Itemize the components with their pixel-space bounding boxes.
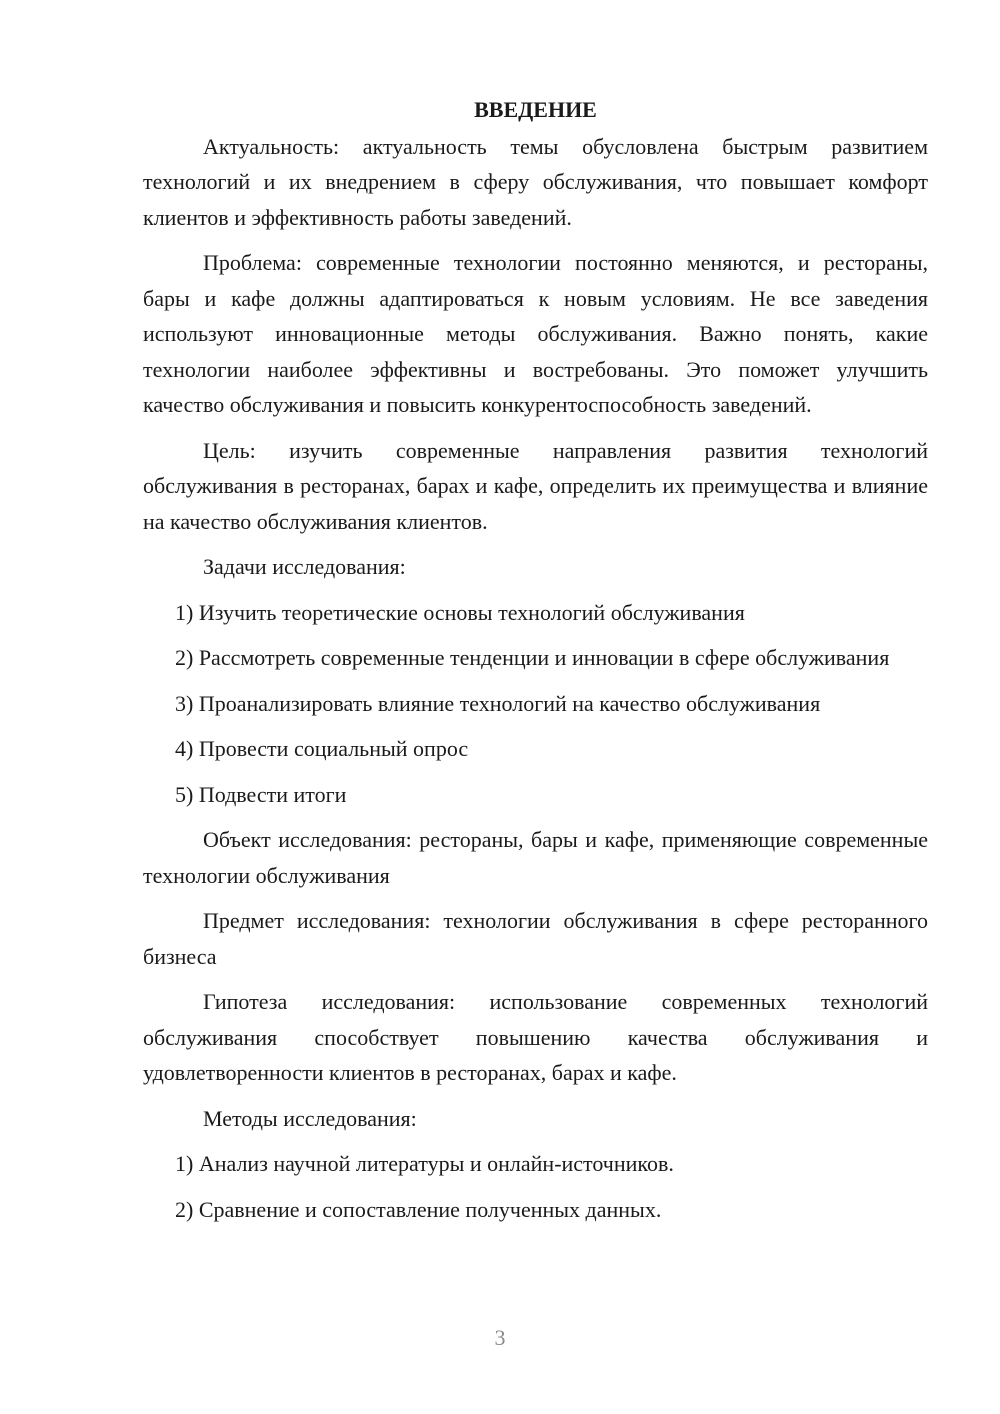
page-number: 3 <box>494 1325 506 1350</box>
document-body <box>143 92 928 1237</box>
task-item: 2) Рассмотреть современные тенденции и инновации в сфере обслуживания <box>175 645 890 670</box>
paragraph-problem: Проблема: современные технологии постоянно меняются, и рестораны, бары и кафе должны адаптироваться к новым условиям. Не все заведения используют инновационные методы обслуживания. Важно понять, какие технологии наиболее эффективны и востребованы. Это поможет улучшить качество обслуживания и повысить конкурентоспособность заведений. <box>143 250 928 417</box>
method-item: 2) Сравнение и сопоставление полученных данных. <box>175 1196 662 1222</box>
paragraph-tasks-heading: Задачи исследования: <box>203 554 406 579</box>
method-item: 1) Анализ научной литературы и онлайн-источников. <box>175 1151 674 1176</box>
paragraph-hypothesis: Гипотеза исследования: использование современных технологий обслуживания способствует повышению качества обслуживания и удовлетворенности клиентов в ресторанах, барах и кафе. <box>143 989 928 1085</box>
task-item: 3) Проанализировать влияние технологий на качество обслуживания <box>175 690 821 716</box>
page-title: ВВЕДЕНИЕ <box>474 97 597 122</box>
paragraph-object: Объект исследования: рестораны, бары и кафе, применяющие современные технологии обслуживания <box>143 827 928 888</box>
paragraph-subject: Предмет исследования: технологии обслуживания в сфере ресторанного бизнеса <box>143 908 928 969</box>
task-item: 1) Изучить теоретические основы технологий обслуживания <box>175 599 745 625</box>
task-item: 5) Подвести итоги <box>175 781 347 807</box>
paragraph-relevance: Актуальность: актуальность темы обусловлена быстрым развитием технологий и их внедрением в сферу обслуживания, что повышает комфорт клиентов и эффективность работы заведений. <box>143 133 928 230</box>
task-item: 4) Провести социальный опрос <box>175 736 469 761</box>
paragraph-methods-heading: Методы исследования: <box>203 1105 417 1131</box>
paragraph-goal: Цель: изучить современные направления развития технологий обслуживания в ресторанах, барах и кафе, определить их преимущества и влияние на качество обслуживания клиентов. <box>143 437 928 534</box>
